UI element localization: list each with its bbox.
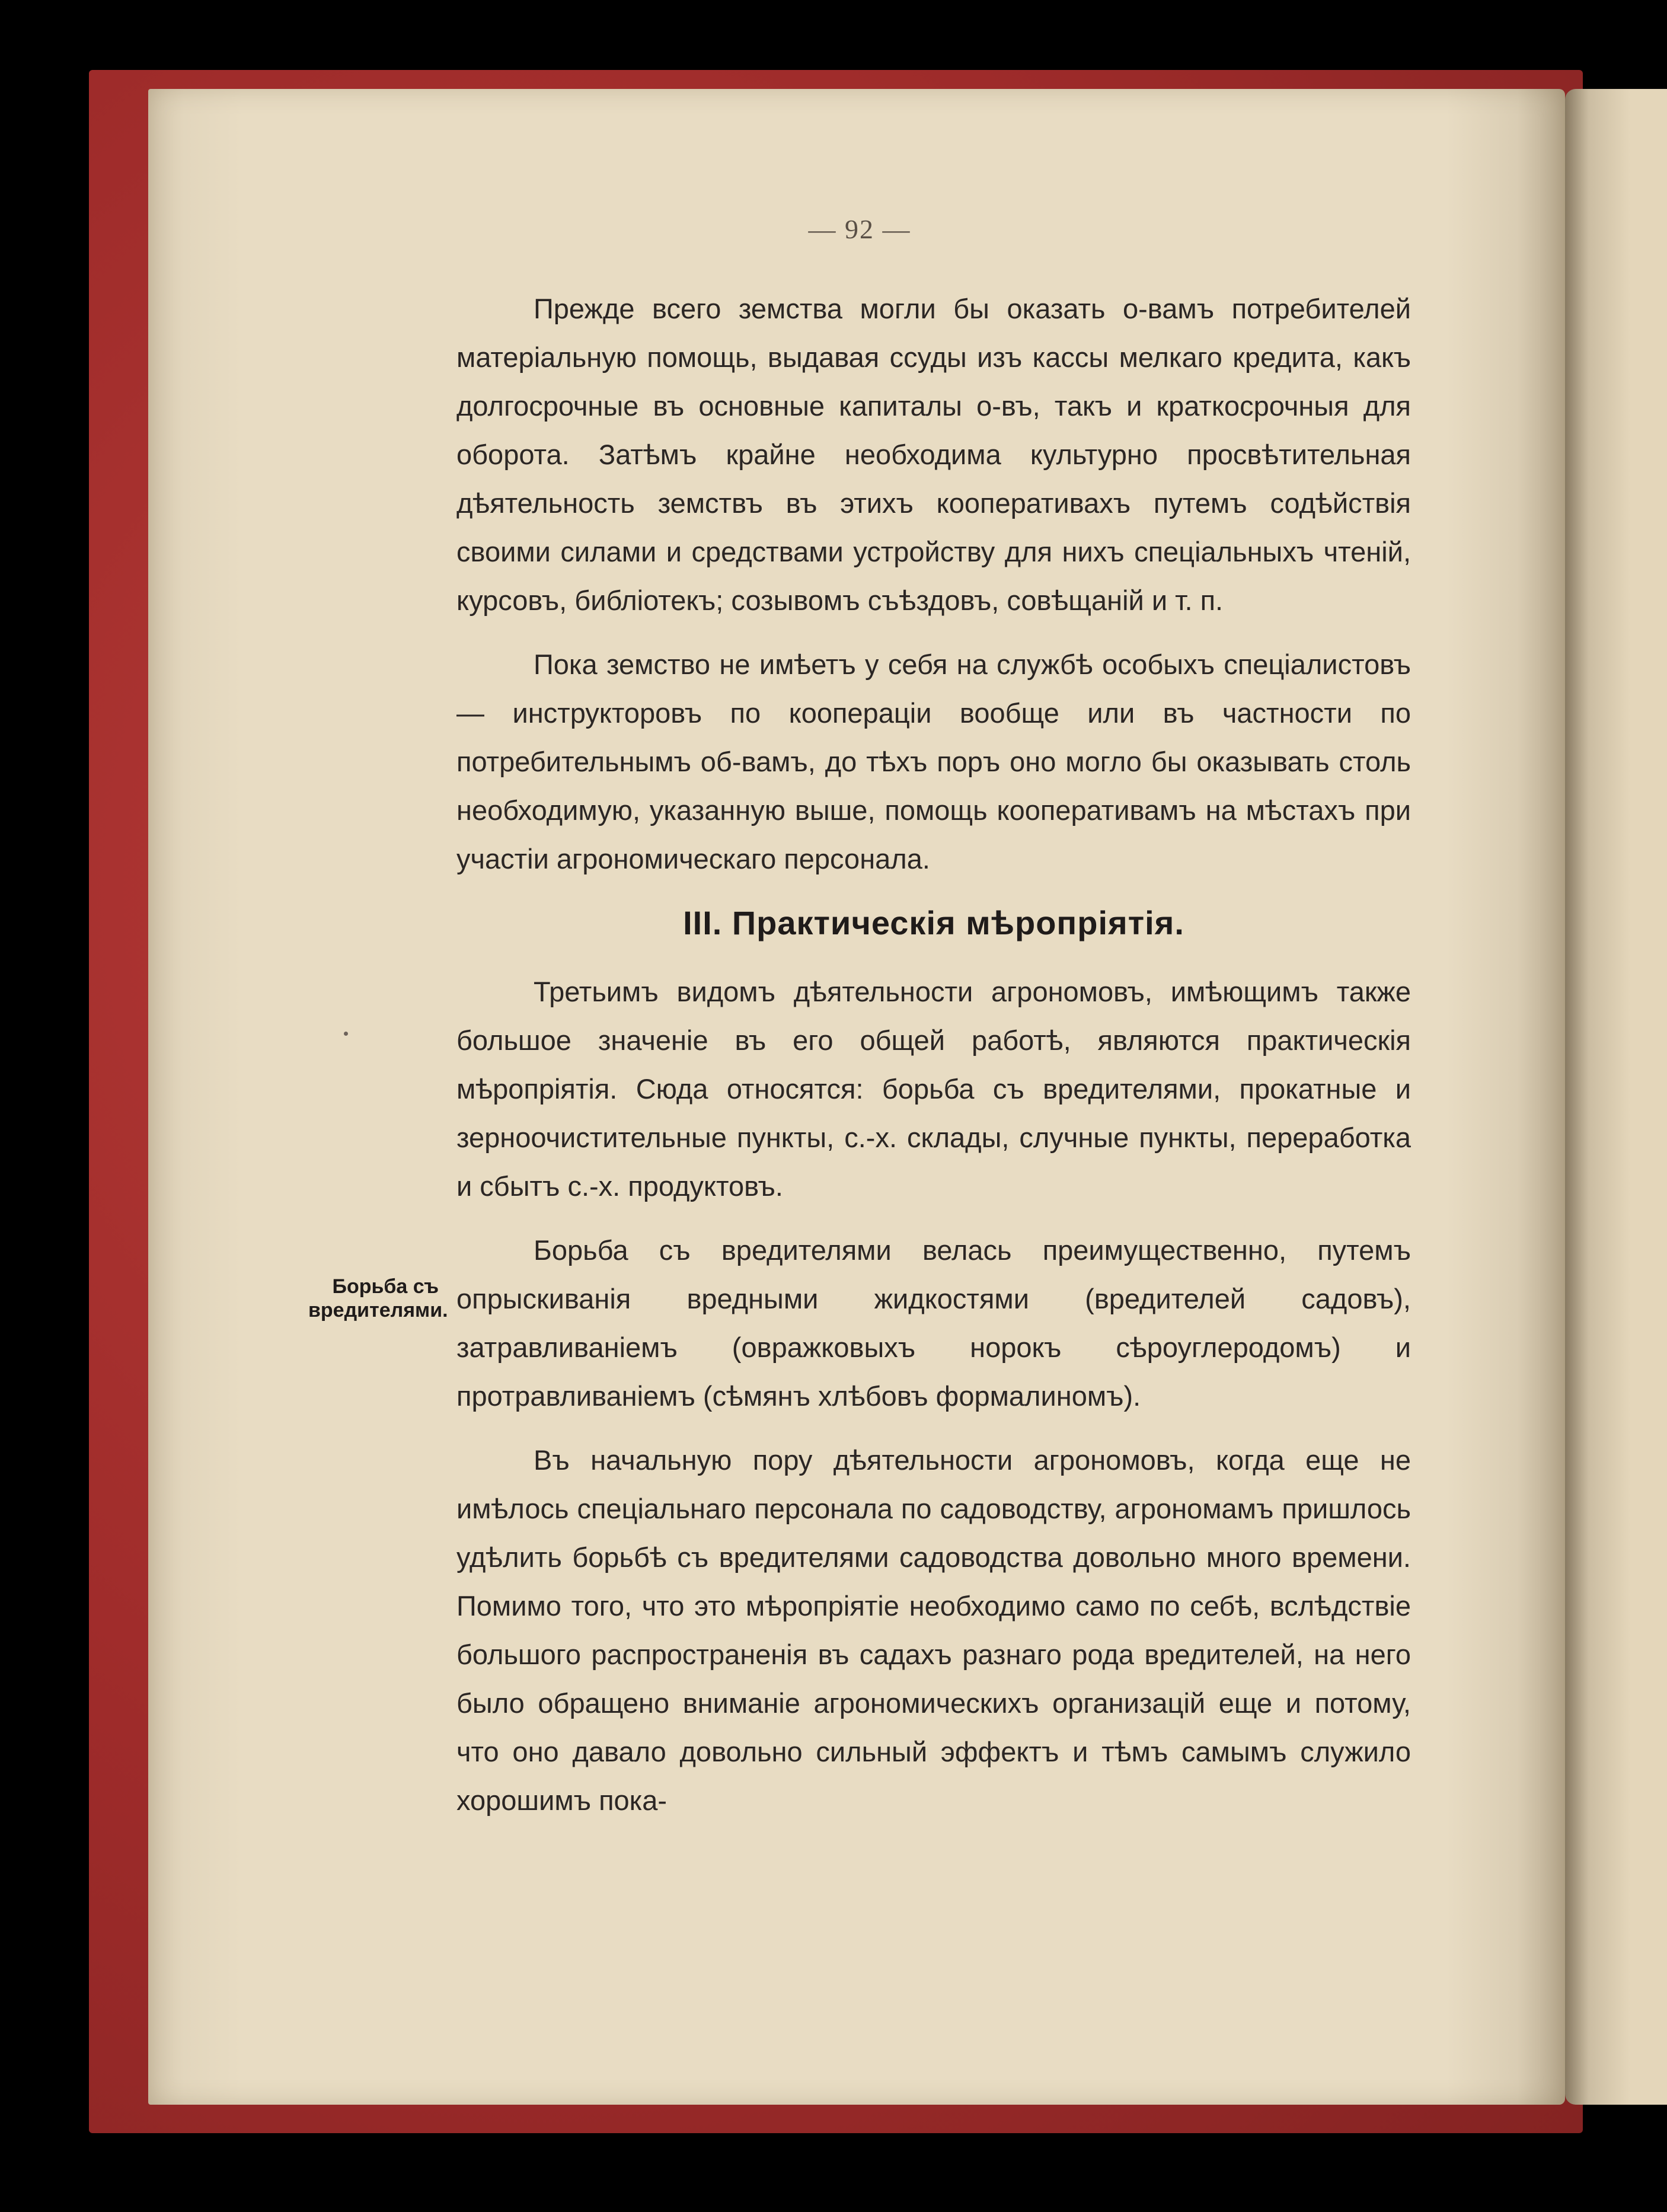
ink-speck [344,1032,348,1036]
section-heading: III. Практическія мѣропріятія. [683,904,1184,941]
paragraph: Прежде всего земства могли бы оказать о-вамъ потребителей матеріальную помощь, выдавая ссуды изъ кассы мелкаго кредита, какъ долгосрочные въ основные капиталы о-въ, такъ и краткосрочныя для оборота. Затѣмъ крайне необходима культурно просвѣтительная дѣятельность земствъ въ этихъ кооперативахъ путемъ содѣйствія своими силами и средствами устройству для нихъ спеціальныхъ чтеній, курсовъ, библіотекъ; созывомъ съѣздовъ, совѣщаній и т. п. [456,293,1411,616]
body-text [456,285,1411,1840]
page-number: — 92 — [808,214,911,244]
adjacent-page-edge [1565,89,1667,2105]
paragraph: Пока земство не имѣетъ у себя на службѣ особыхъ спеціалистовъ — инструкторовъ по коопераціи вообще или въ частности по потребительнымъ об-вамъ, до тѣхъ поръ оно могло бы оказывать столь необходимую, указанную выше, помощь кооперативамъ на мѣстахъ при участіи агрономическаго персонала. [456,649,1411,874]
paragraph: Третьимъ видомъ дѣятельности агрономовъ, имѣющимъ также большое значеніе въ его общей работѣ, являются практическія мѣропріятія. Сюда относятся: борьба съ вредителями, прокатные и зерноочистительные пункты, с.-х. склады, случные пункты, переработка и сбытъ с.-х. продуктовъ. [456,976,1411,1202]
paragraph: Въ начальную пору дѣятельности агрономовъ, когда еще не имѣлось спеціальнаго персонала по садоводству, агрономамъ пришлось удѣлить борьбѣ съ вредителями садоводства довольно много времени. Помимо того, что это мѣропріятіе необходимо само по себѣ, вслѣдствіе большого распространенія въ садахъ разнаго рода вредителей, на него было обращено вниманіе агрономическихъ организацій еще и потому, что оно давало довольно сильный эффектъ и тѣмъ самымъ служило хорошимъ пока- [456,1444,1411,1816]
paragraph: Борьба съ вредителями велась преимущественно, путемъ опрыскиванія вредными жидкостями (вредителей садовъ), затравливаніемъ (овражковыхъ норокъ сѣроуглеродомъ) и протравливаніемъ (сѣмянъ хлѣбовъ формалиномъ). [456,1234,1411,1412]
margin-note: Борьба съ вредителями. [308,1275,448,1322]
